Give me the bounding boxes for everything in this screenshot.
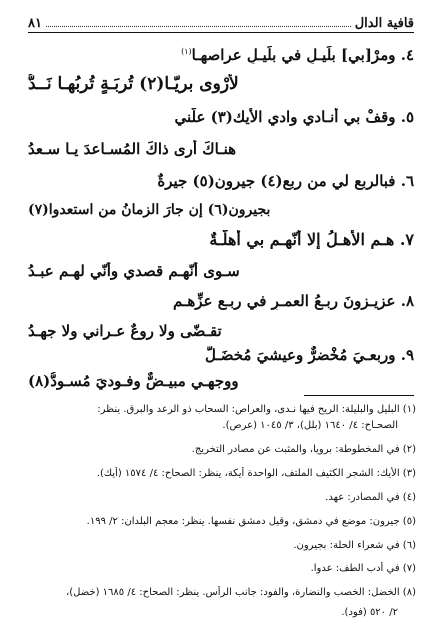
footnote-1: (١) البليل والبليلة: الريح فيها نـدى، والعراص: السحاب ذو الرعد والبرق. ينظر:	[97, 404, 416, 415]
footnote-7: (٧) في أدب الطف: عدوا.	[310, 563, 416, 574]
footnote-8: (٨) الخضل: الخصب والنضارة، والفود: جانب الرأس. ينظر: الصحاح: ٤/ ١٦٨٥ (خضل)،	[66, 587, 416, 598]
verse-line: ٦. فبالربع لي من ربع(٤) جيرون(٥) جيرةٌ	[157, 172, 414, 190]
verse-line: تقـضّى ولا روعٌ عـراني ولا جهـدُ	[28, 322, 222, 340]
verse-line: ٨. عزيـزونَ ربـعُ العمـرِ في ربـعِ عزِّهـم	[172, 292, 414, 310]
verse-line: ٥. وقفْ بي أنـادي وادي الأيك(٣) علّني	[174, 108, 414, 126]
footnote-6: (٦) في شعراء الحلة: بجيرون.	[293, 540, 416, 551]
verse-line: ووجهـي مبيـضٌّ وفـوديَ مُسـودُّ(٨)	[28, 372, 239, 390]
verse-line: ٧. هـم الأهـلُ إلا أنّهـم بي أهلّـةٌ	[209, 230, 414, 249]
footnote-3: (٣) الأيك: الشجر الكثيف الملتف، الواحدة أيكة، ينظر: الصحاح: ٤/ ١٥٧٤ (أيك).	[96, 468, 416, 479]
footnote-4: (٤) في المصادر: عهد.	[325, 492, 416, 503]
footnote-separator	[304, 395, 414, 396]
page-number: ٨١	[28, 16, 42, 31]
verse-line: سـوى أنّهـم قصدي وأنّي لهـم عبـدُ	[28, 262, 240, 280]
footnote-5: (٥) جيرون: موضع في دمشق، وقيل دمشق نفسها. ينظر: معجم البلدان: ٢/ ١٩٩.	[86, 516, 416, 527]
verse-line: هنـاكَ أرى ذاكَ المُسـاعدَ يـا سـعدُ	[28, 140, 237, 158]
header-leader-dots	[46, 25, 351, 27]
footnote-1-cont: الصحـاح: ٤/ ١٦٤٠ (بلل)، ٣/ ١٠٤٥ (عرص).	[222, 420, 398, 431]
footnote-2: (٢) في المخطوطة: برويا، والمثبت عن مصادر التخريج.	[191, 444, 416, 455]
verse-line: ٤. ومرْ[بي] بلَيـلٍ في بلَيـلٍ عراصهـا$^{(١)}$	[181, 46, 414, 64]
verse-line: ٩. وربعـيَ مُخْضرٌّ وعيشيَ مُخضَـلُّ	[204, 346, 414, 364]
section-title: قافية الدال	[354, 16, 414, 31]
verse-line: بجيرون(٦) إن جارَ الزمانُ من استعدوا(٧)	[28, 202, 271, 218]
footnote-8-cont: ٢/ ٥٢٠ (فود).	[341, 607, 398, 618]
page-header	[28, 9, 414, 31]
header-rule	[28, 32, 414, 33]
verse-line: لأرْوى بريّـا(٢) تُربَـةٍ تُربُهـا نَــدُّ	[28, 74, 239, 94]
